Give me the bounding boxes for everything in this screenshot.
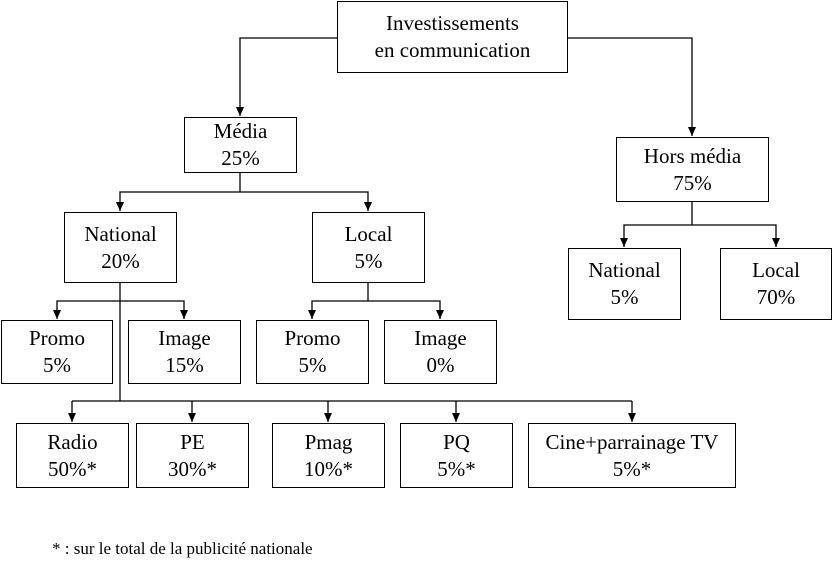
edge-media-national: [120, 192, 240, 211]
node-hors-local: [720, 248, 832, 320]
node-hors-local-line2: 70%: [756, 285, 796, 309]
edge-national-image: [120, 301, 184, 319]
edge-local-image: [368, 301, 440, 319]
node-local-image-line2: 0%: [426, 353, 455, 377]
node-pq-line2: 5%*: [437, 456, 476, 481]
node-pq-line1: PQ: [443, 429, 470, 454]
node-media-national-line1: National: [84, 221, 157, 246]
node-pe-line2: 30%*: [168, 456, 217, 481]
node-local-promo: [256, 320, 369, 384]
node-local-promo-line2: 5%: [298, 353, 327, 377]
node-media-national: [64, 212, 177, 283]
edge-media-local: [240, 192, 368, 211]
node-cine-line2: 5%*: [612, 456, 652, 481]
node-media-local-line2: 5%: [354, 248, 383, 273]
node-local-image: [384, 320, 497, 384]
node-hors-media-line1: Hors média: [643, 143, 742, 168]
footnote: * : sur le total de la publicité nationale: [52, 539, 313, 558]
node-hors-national-line2: 5%: [610, 285, 639, 309]
node-media-national-line2: 20%: [101, 248, 140, 273]
node-national-image: [128, 320, 241, 384]
node-hors-media-line2: 75%: [673, 170, 712, 195]
node-local-promo-line1: Promo: [284, 326, 341, 350]
node-national-image-line2: 15%: [165, 353, 204, 377]
node-media-local: [312, 212, 425, 283]
node-radio-line1: Radio: [47, 429, 98, 454]
node-hors-national-line1: National: [588, 258, 661, 282]
node-national-image-line1: Image: [158, 326, 211, 350]
node-radio: [16, 423, 129, 488]
node-pmag: [272, 423, 385, 488]
node-pmag-line2: 10%*: [304, 456, 353, 481]
node-root-line2: en communication: [374, 38, 531, 62]
node-cine: [528, 423, 736, 488]
node-radio-line2: 50%*: [48, 456, 97, 481]
node-media-local-line1: Local: [344, 221, 393, 246]
node-hors-media: [616, 137, 769, 202]
edge-root-media: [240, 38, 337, 116]
node-media: [184, 117, 297, 173]
edge-hors-national: [624, 225, 692, 247]
edge-national-promo: [57, 301, 120, 319]
node-root: [337, 1, 568, 73]
node-local-image-line1: Image: [414, 326, 467, 350]
edge-hors-local: [692, 225, 776, 247]
node-pq: [400, 423, 513, 488]
node-media-line2: 25%: [221, 146, 260, 170]
node-cine-line1: Cine+parrainage TV: [545, 429, 719, 454]
node-national-promo-line1: Promo: [28, 326, 85, 350]
edge-root-hors-media: [567, 38, 692, 136]
node-hors-local-line1: Local: [752, 258, 800, 282]
node-pe-line1: PE: [180, 429, 205, 454]
node-national-promo: [1, 320, 113, 384]
node-pe: [136, 423, 249, 488]
node-national-promo-line2: 5%: [43, 353, 71, 377]
edge-local-promo: [312, 301, 368, 319]
node-pmag-line1: Pmag: [304, 429, 353, 454]
node-hors-national: [568, 248, 681, 320]
node-media-line1: Média: [213, 119, 268, 143]
node-root-line1: Investissements: [386, 11, 519, 35]
